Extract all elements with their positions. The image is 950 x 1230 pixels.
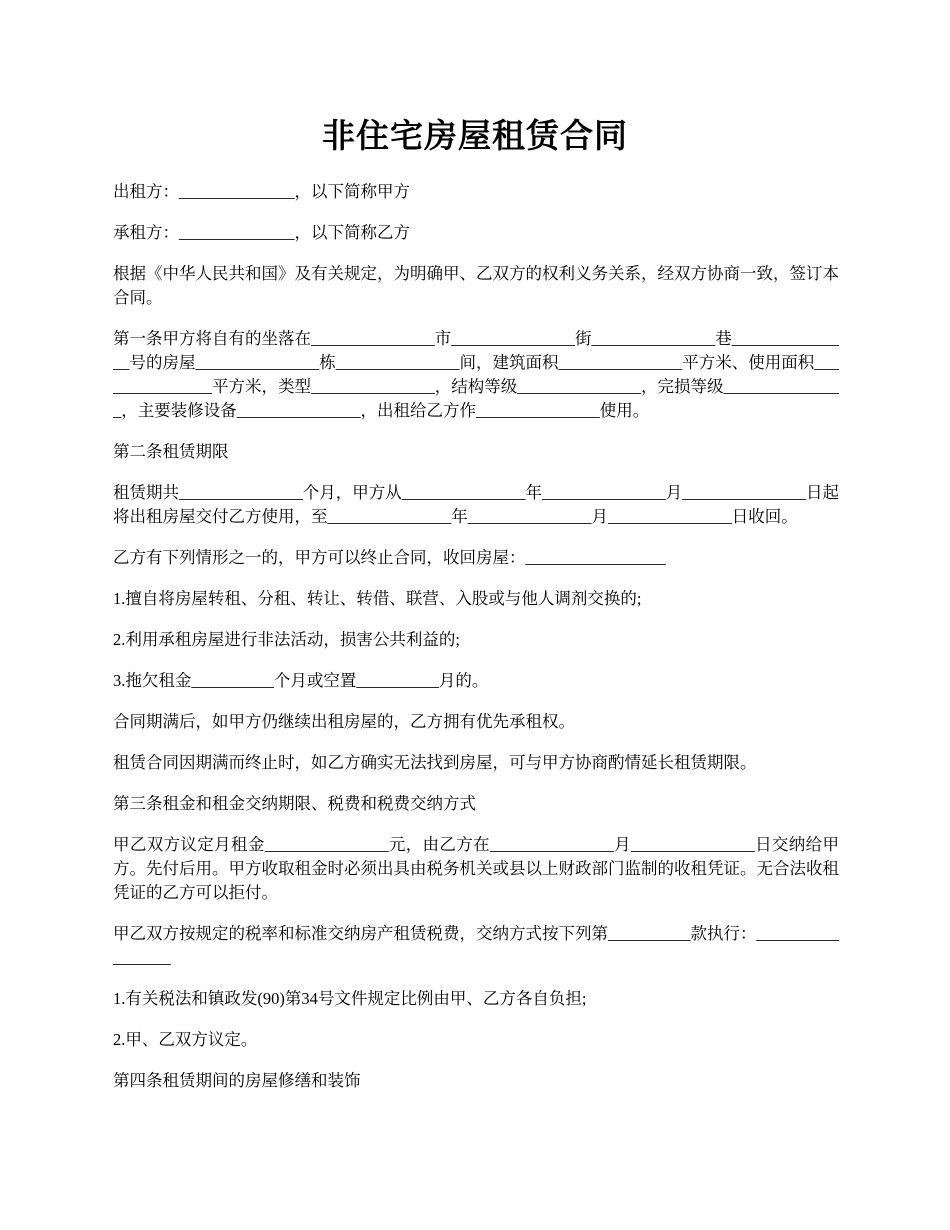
termination-item-3: 3.拖欠租金__________个月或空置__________月的。 (113, 671, 489, 690)
priority-renewal: 合同期满后，如甲方仍继续出租房屋的，乙方拥有优先承租权。 (113, 712, 575, 731)
tax-item-2: 2.甲、乙双方议定。 (113, 1030, 258, 1049)
party-lessor: 出租方：______________，以下简称甲方 (113, 182, 410, 201)
article-4-heading: 第四条租赁期间的房屋修缮和装饰 (113, 1071, 361, 1090)
termination-item-2: 2.利用承租房屋进行非法活动，损害公共利益的; (113, 630, 460, 649)
tax-payment: 甲乙双方按规定的税率和标准交纳房产租赁税费，交纳方式按下列第__________款执行：_________________ (113, 924, 839, 967)
article-2-heading: 第二条租赁期限 (113, 442, 229, 461)
termination-conditions: 乙方有下列情形之一的，甲方可以终止合同，收回房屋：_________________ (113, 548, 666, 567)
termination-item-1: 1.擅自将房屋转租、分租、转让、转借、联营、入股或与他人调剂交换的; (113, 589, 642, 608)
document-title: 非住宅房屋租赁合同 (322, 116, 628, 155)
article-1: 第一条甲方将自有的坐落在_______________市_______________街_______________巷_______________号的房屋_______________栋_______________间，建筑面积_______________平方米、使用面积_______________平方米，类型_______________，结构等级_______________，完损等级_______________，主要装修设备_______________，出租给乙方作_______________使用。 (113, 329, 839, 420)
lease-term: 租赁期共_______________个月，甲方从_______________年_______________月_______________日起将出租房屋交付乙方使用，至_______________年_______________月_______________日收回。 (113, 483, 839, 526)
rent-payment: 甲乙双方议定月租金_______________元，由乙方在_______________月_______________日交纳给甲方。先付后用。甲方收取租金时必须出具由税务机关或县以上财政部门监制的收租凭证。无合法收租凭证的乙方可以拒付。 (113, 835, 839, 902)
article-3-heading: 第三条租金和租金交纳期限、税费和税费交纳方式 (113, 794, 476, 813)
party-lessee: 承租方：______________，以下简称乙方 (113, 223, 410, 242)
term-extension: 租赁合同因期满而终止时，如乙方确实无法找到房屋，可与甲方协商酌情延长租赁期限。 (113, 753, 757, 772)
preamble: 根据《中华人民共和国》及有关规定，为明确甲、乙双方的权利义务关系，经双方协商一致，签订本合同。 (113, 264, 839, 307)
document-body (113, 180, 839, 1110)
tax-item-1: 1.有关税法和镇政发(90)第34号文件规定比例由甲、乙方各自负担; (113, 989, 587, 1008)
